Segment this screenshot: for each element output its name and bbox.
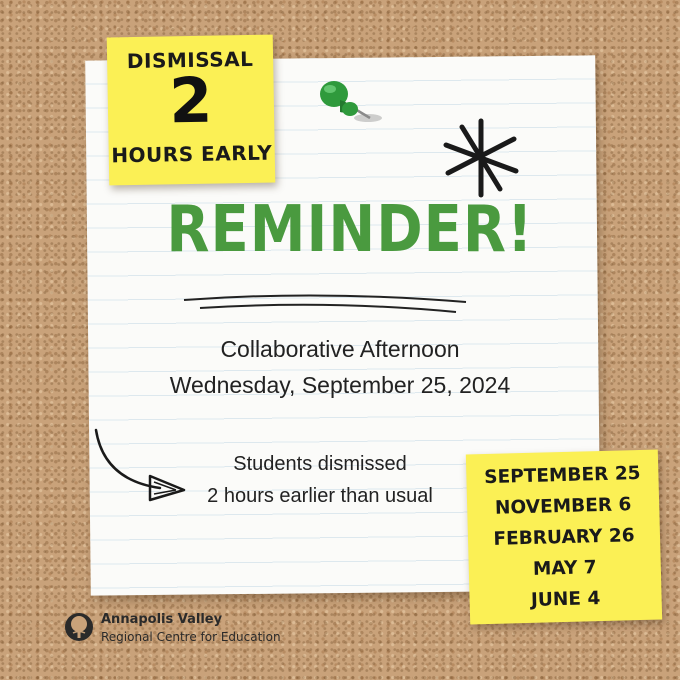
title-underline [180,288,470,318]
sticky-line-hours-early: HOURS EARLY [111,140,273,168]
event-date: Wednesday, September 25, 2024 [169,372,511,398]
asterisk-doodle [438,115,524,201]
dates-list [466,450,662,618]
dismissal-sticky-note [107,35,276,186]
note-line-2: 2 hours earlier than usual [207,485,433,507]
note-line-1: Students dismissed [233,453,407,475]
date-item: FEBRUARY 26 [493,525,635,550]
date-item: NOVEMBER 6 [494,494,632,519]
push-pin-icon [310,72,390,132]
date-item: SEPTEMBER 25 [483,462,641,489]
dates-sticky-note [466,450,662,625]
sticky-big-number: 2 [168,63,214,138]
date-item: MAY 7 [532,557,597,580]
organization-subtitle: Regional Centre for Education [101,630,281,644]
event-name: Collaborative Afternoon [220,336,460,362]
sticky-line-dismissal: DISMISSAL [126,46,254,74]
reminder-title: REMINDER! [166,192,534,267]
tree-logo-icon [64,612,94,642]
date-item: JUNE 4 [530,588,601,611]
organization-name: Annapolis Valley [101,612,223,627]
